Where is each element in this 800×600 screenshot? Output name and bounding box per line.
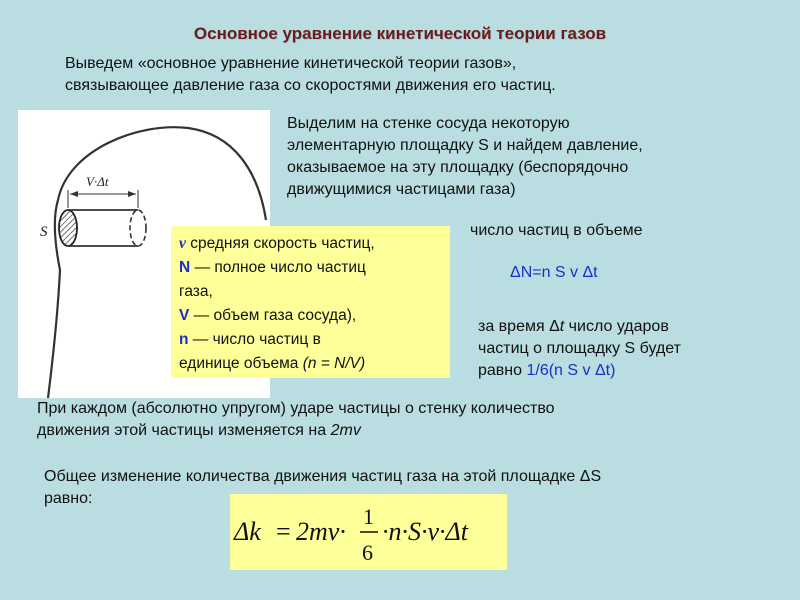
formula-denominator: 6 — [362, 540, 373, 565]
formula-term: 2mv· — [296, 517, 346, 546]
figure-label-s: S — [40, 224, 48, 240]
momentum-line-1: При каждом (абсолютно упругом) ударе частицы о стенку количество — [37, 400, 555, 417]
formula-numerator: 1 — [363, 504, 374, 529]
legend-V — [179, 304, 442, 328]
formula-box — [230, 494, 507, 570]
impacts-line-3b: 1/6(n S v Δt) — [526, 362, 616, 379]
legend-N-text: — полное число частиц — [190, 259, 366, 276]
momentum-line-2a: движения этой частицы изменяется на — [37, 422, 331, 439]
slide-title: Основное уравнение кинетической теории газов — [193, 24, 607, 43]
intro-line-2: связывающее давление газа со скоростями движения его частиц. — [65, 77, 556, 94]
legend-box — [171, 226, 450, 378]
momentum-text — [37, 398, 555, 442]
description-text — [287, 113, 643, 201]
impacts-line-1t: t — [559, 318, 565, 335]
impacts-line-1a: за время Δ — [478, 318, 560, 335]
impacts-line-2: частиц о площадку S будет — [478, 340, 681, 357]
legend-v-text: средняя скорость частиц, — [185, 235, 375, 252]
formula-rest: ·n·S·v·Δt — [382, 517, 469, 546]
impacts-line-1b: число ударов — [564, 318, 669, 335]
particles-count-label: число частиц в объеме — [470, 222, 643, 239]
description-line-2: элементарную площадку S и найдем давление, — [287, 137, 643, 154]
formula-svg — [230, 494, 507, 570]
formula-eq: = — [276, 517, 291, 546]
intro-text — [65, 53, 556, 97]
legend-n-text-2: единице объема — [179, 355, 303, 372]
legend-N-symbol: N — [179, 259, 191, 276]
legend-N — [179, 256, 442, 280]
legend-n-text: — число частиц в — [188, 331, 321, 348]
intro-line-1: Выведем «основное уравнение кинетической теории газов», — [65, 55, 517, 72]
impacts-text — [478, 316, 681, 382]
legend-n-formula: (n = N/V) — [302, 355, 366, 372]
description-line-4: движущимися частицами газа) — [287, 181, 516, 198]
legend-n-cont — [179, 352, 442, 376]
figure-label-vdt: V·Δt — [86, 174, 109, 189]
description-line-1: Выделим на стенке сосуда некоторую — [287, 115, 570, 132]
momentum-line-2 — [37, 420, 555, 442]
particles-count-formula: ΔN=n S v Δt — [510, 264, 598, 281]
impacts-line-3a: равно — [478, 362, 527, 379]
legend-v-symbol: v — [179, 235, 186, 252]
legend-n — [179, 328, 442, 352]
momentum-line-2b: 2mv — [330, 422, 361, 439]
description-line-3: оказываемое на эту площадку (беспорядочно — [287, 159, 629, 176]
legend-V-symbol: V — [179, 307, 190, 324]
total-line-2: равно: — [44, 490, 93, 507]
impacts-line-3 — [478, 360, 681, 382]
total-line-1: Общее изменение количества движения частиц газа на этой площадке ΔS — [44, 468, 602, 485]
legend-n-symbol: n — [179, 331, 189, 348]
legend-V-text: — объем газа сосуда), — [189, 307, 357, 324]
legend-v — [179, 232, 442, 256]
impacts-line-1 — [478, 316, 681, 338]
legend-N-cont: газа, — [179, 283, 213, 300]
formula-lhs: Δk — [234, 517, 261, 546]
